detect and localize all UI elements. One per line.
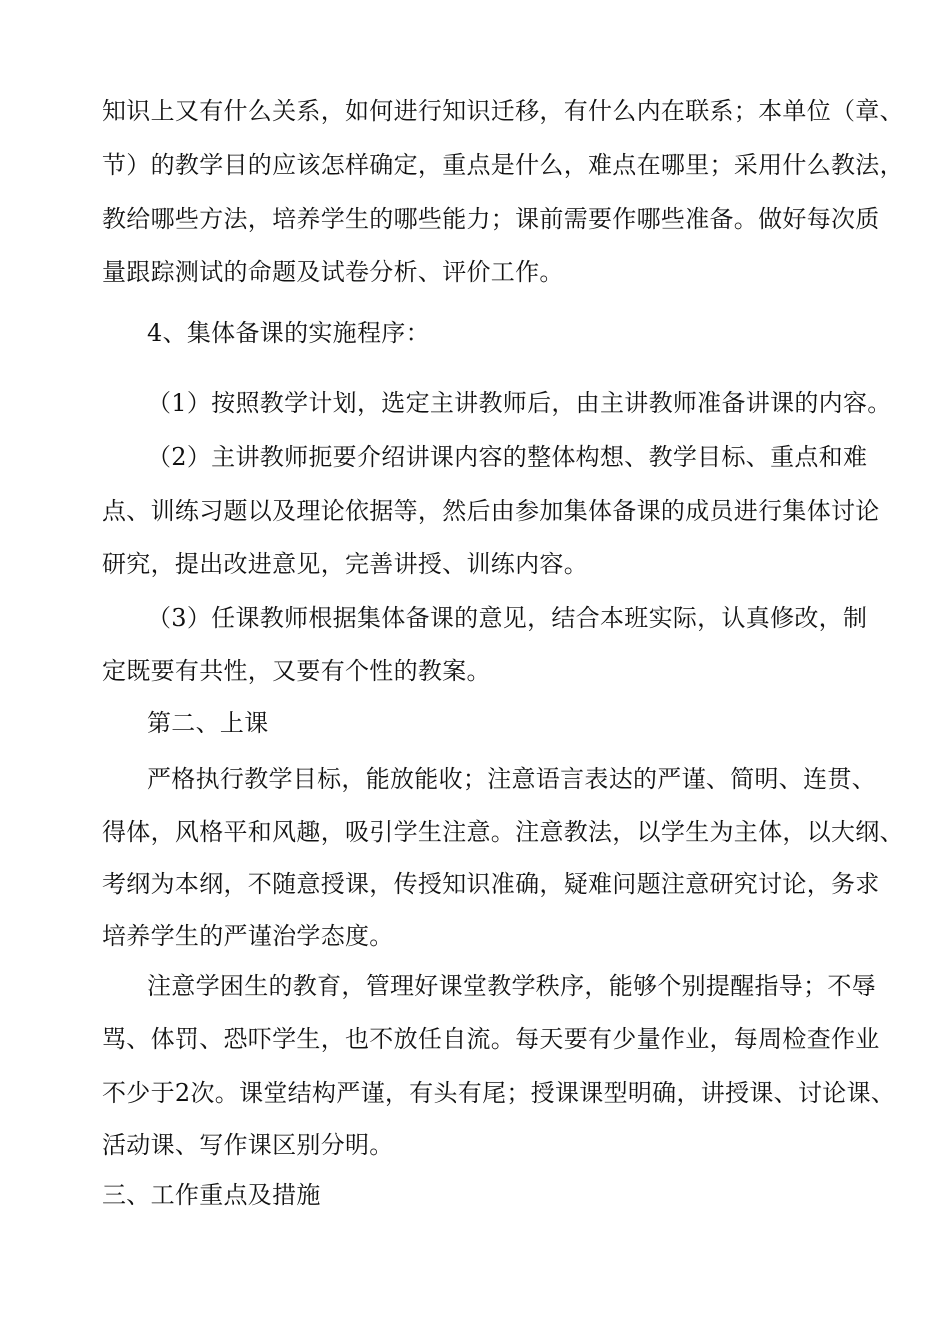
text-line: 不少于2次。课堂结构严谨，有头有尾；授课课型明确，讲授课、讨论课、 xyxy=(102,1079,896,1107)
section-heading: 4、集体备课的实施程序： xyxy=(147,319,430,347)
list-item: （3）任课教师根据集体备课的意见，结合本班实际，认真修改，制 xyxy=(147,604,868,632)
text-line: 得体，风格平和风趣，吸引学生注意。注意教法，以学生为主体，以大纲、 xyxy=(102,818,904,846)
list-item: （2）主讲教师扼要介绍讲课内容的整体构想、教学目标、重点和难 xyxy=(147,443,868,471)
text-line: 骂、体罚、恐吓学生，也不放任自流。每天要有少量作业，每周检查作业 xyxy=(102,1025,880,1053)
paragraph-start: 注意学困生的教育，管理好课堂教学秩序，能够个别提醒指导；不辱 xyxy=(147,972,876,1000)
paragraph-start: 严格执行教学目标，能放能收；注意语言表达的严谨、简明、连贯、 xyxy=(147,765,876,793)
text-line: 节）的教学目的应该怎样确定，重点是什么，难点在哪里；采用什么教法， xyxy=(102,151,904,179)
text-line: 量跟踪测试的命题及试卷分析、评价工作。 xyxy=(102,258,564,286)
text-line: 活动课、写作课区别分明。 xyxy=(102,1131,394,1159)
text-line: 定既要有共性，又要有个性的教案。 xyxy=(102,657,491,685)
text-line: 知识上又有什么关系，如何进行知识迁移，有什么内在联系；本单位（章、 xyxy=(102,97,904,125)
section-heading: 三、工作重点及措施 xyxy=(102,1181,321,1209)
text-line: 培养学生的严谨治学态度。 xyxy=(102,922,394,950)
text-line: 考纲为本纲，不随意授课，传授知识准确，疑难问题注意研究讨论，务求 xyxy=(102,870,880,898)
section-heading: 第二、上课 xyxy=(147,709,269,737)
list-item: （1）按照教学计划，选定主讲教师后，由主讲教师准备讲课的内容。 xyxy=(147,389,892,417)
text-line: 点、训练习题以及理论依据等，然后由参加集体备课的成员进行集体讨论 xyxy=(102,497,880,525)
text-line: 教给哪些方法，培养学生的哪些能力；课前需要作哪些准备。做好每次质 xyxy=(102,205,880,233)
text-line: 研究，提出改进意见，完善讲授、训练内容。 xyxy=(102,550,588,578)
